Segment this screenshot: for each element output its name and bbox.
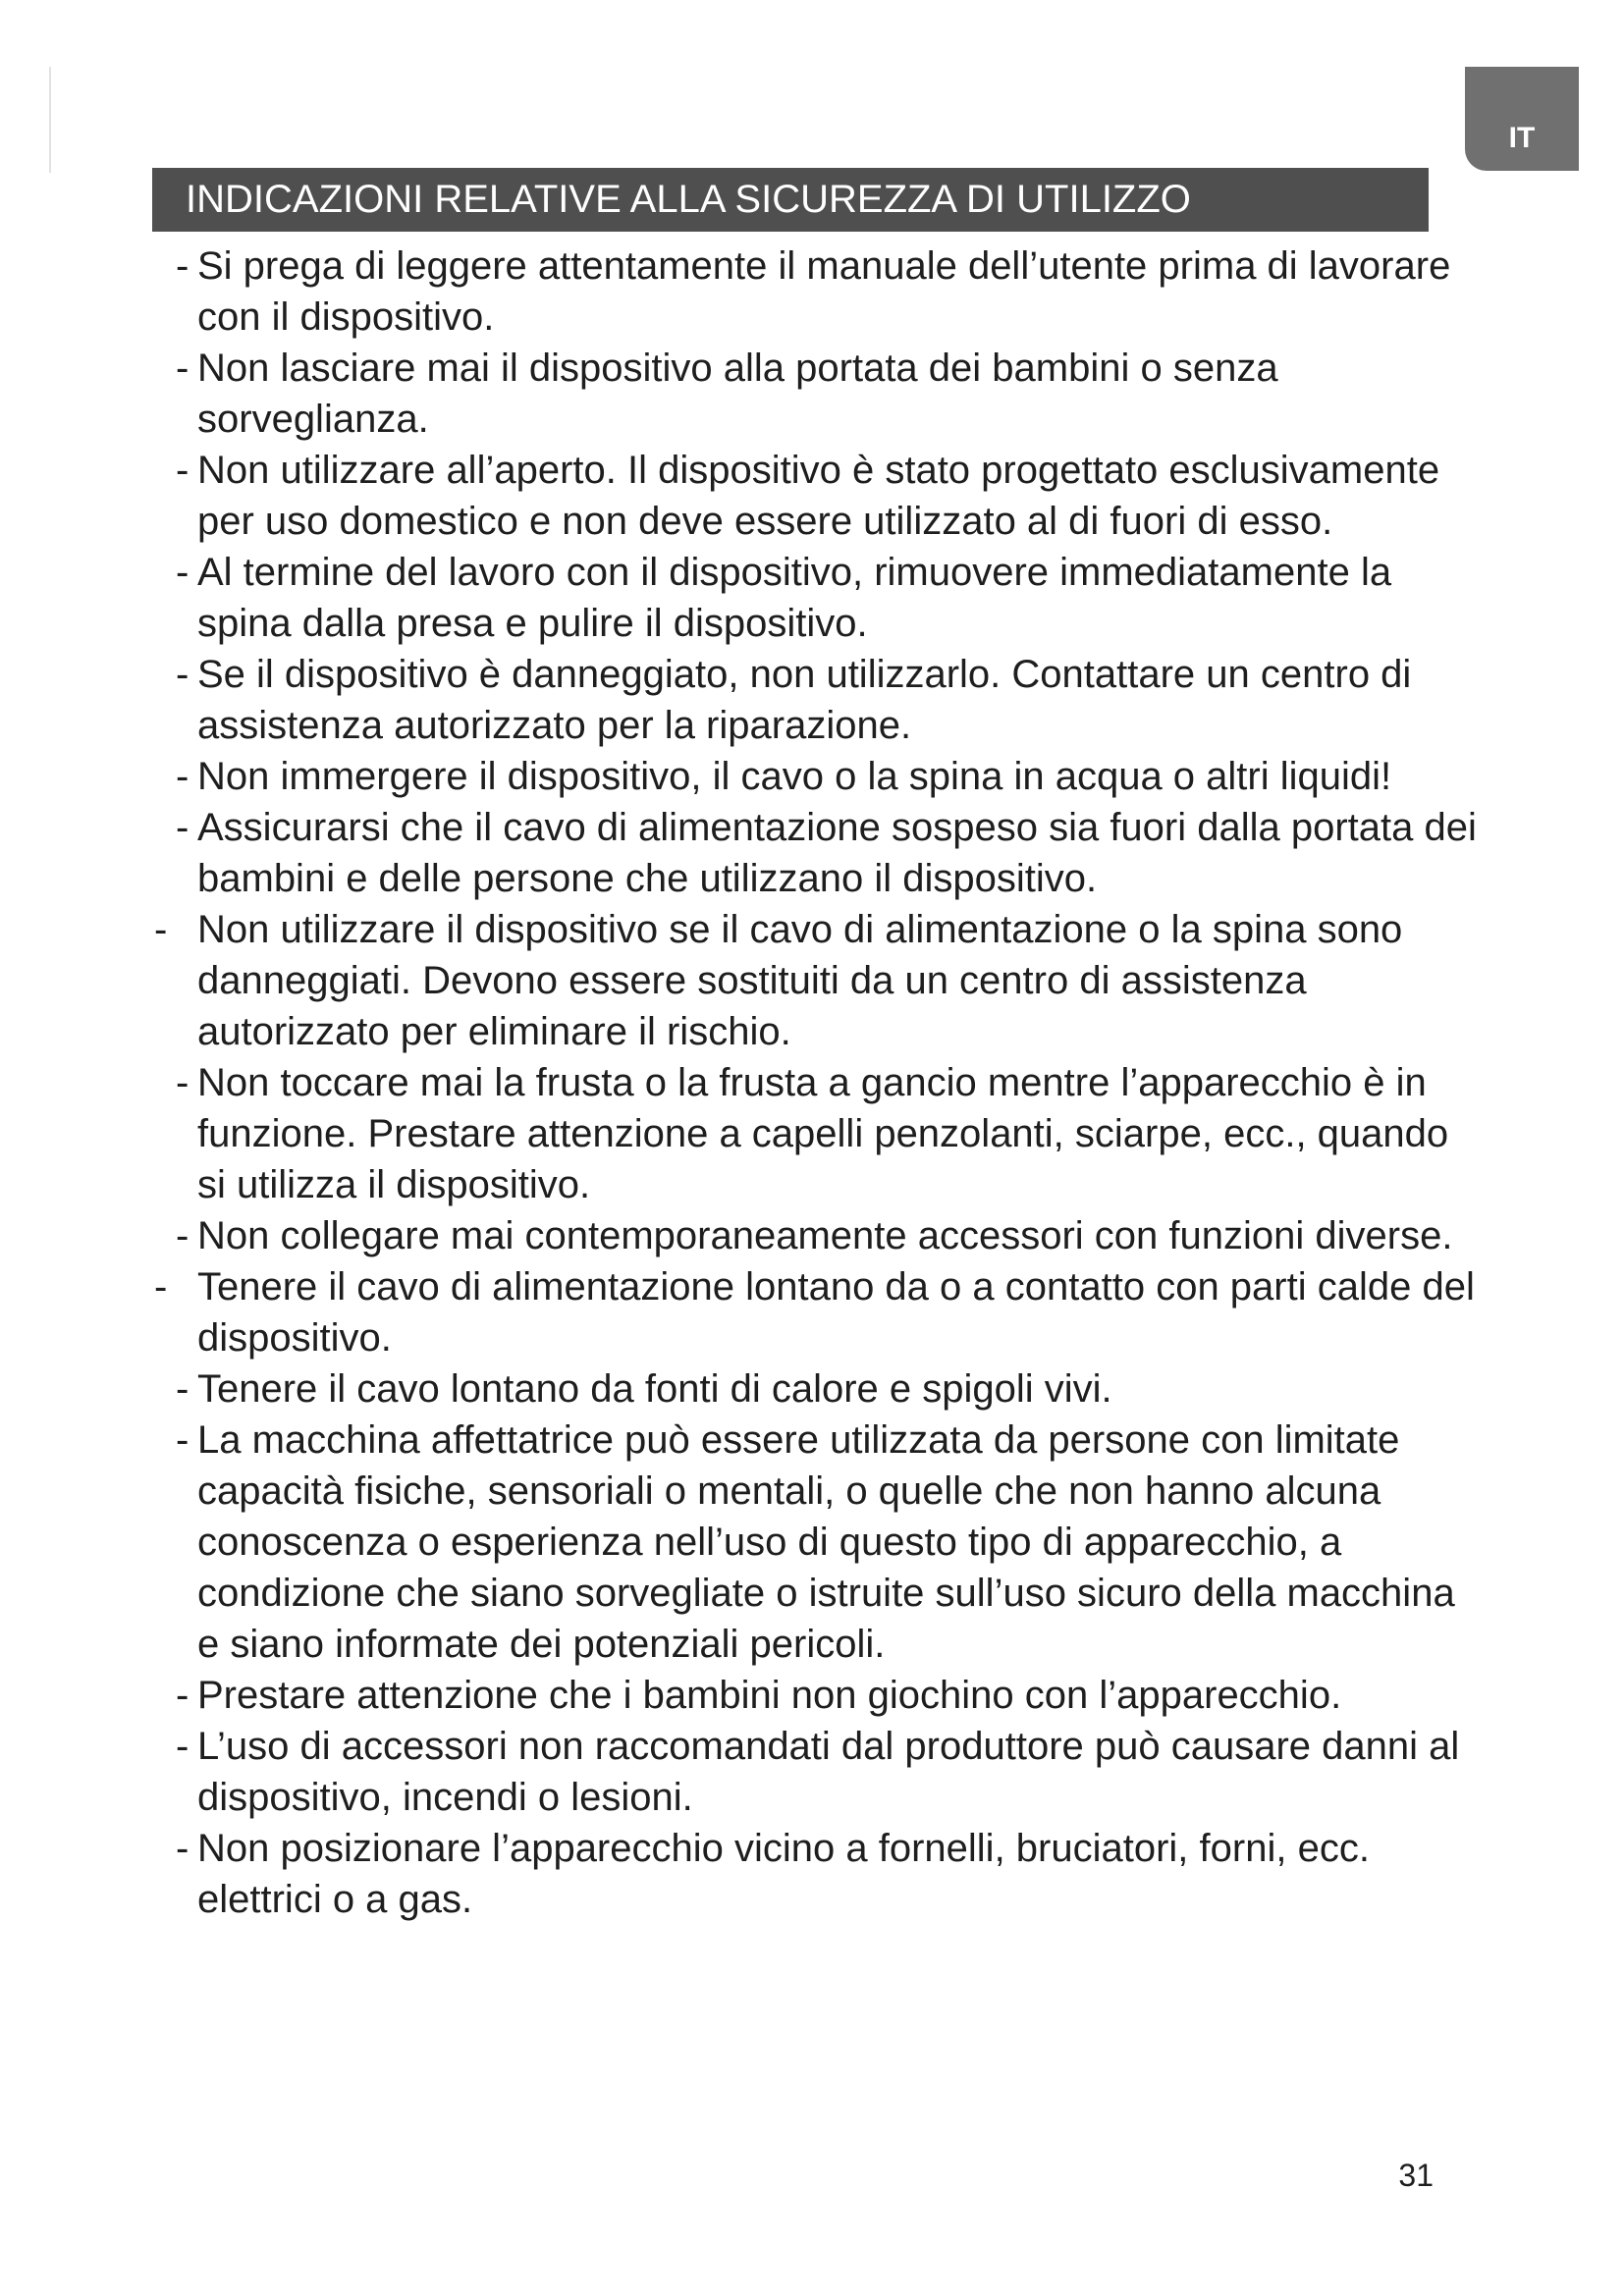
page-number: 31 bbox=[1398, 2158, 1434, 2193]
list-item bbox=[157, 1670, 1483, 1721]
list-item bbox=[157, 649, 1483, 751]
list-item-text: Al termine del lavoro con il dispositivo, rimuovere immediatamente la spina dalla presa e pulire il dispositivo. bbox=[197, 551, 1392, 645]
list-item bbox=[157, 445, 1483, 547]
bullet-dash: - bbox=[176, 1214, 189, 1257]
margin-line bbox=[49, 67, 51, 173]
list-item bbox=[157, 802, 1483, 904]
bullet-dash: - bbox=[176, 1674, 189, 1717]
bullet-dash: - bbox=[176, 653, 189, 696]
list-item-text: Non collegare mai contemporaneamente accessori con funzioni diverse. bbox=[197, 1214, 1453, 1257]
bullet-dash: - bbox=[176, 755, 189, 798]
list-item bbox=[154, 1261, 1483, 1363]
list-item bbox=[157, 1415, 1483, 1670]
list-item bbox=[157, 1057, 1483, 1210]
list-item-text: Non immergere il dispositivo, il cavo o la spina in acqua o altri liquidi! bbox=[197, 755, 1392, 798]
list-item bbox=[154, 904, 1483, 1057]
bullet-dash: - bbox=[176, 1367, 189, 1411]
section-title: INDICAZIONI RELATIVE ALLA SICUREZZA DI UTILIZZO bbox=[186, 178, 1191, 221]
list-item-text: Se il dispositivo è danneggiato, non utilizzarlo. Contattare un centro di assistenza autorizzato per la riparazione. bbox=[197, 653, 1412, 747]
list-item-text: Non toccare mai la frusta o la frusta a gancio mentre l’apparecchio è in funzione. Prestare attenzione a capelli penzolanti, sciarpe, ecc., quando si utilizza il dispositivo. bbox=[197, 1061, 1449, 1206]
list-item-text: Prestare attenzione che i bambini non giochino con l’apparecchio. bbox=[197, 1674, 1342, 1717]
list-item-text: L’uso di accessori non raccomandati dal produttore può causare danni al dispositivo, incendi o lesioni. bbox=[197, 1725, 1460, 1819]
list-item bbox=[157, 343, 1483, 445]
list-item bbox=[157, 1210, 1483, 1261]
list-item-text: La macchina affettatrice può essere utilizzata da persone con limitate capacità fisiche, sensoriali o mentali, o quelle che non hanno alcuna conoscenza o esperienza nell’uso di questo tipo di apparecchio, a condizione che siano sorvegliate o istruite sull’uso sicuro della macchina e siano informate dei potenziali pericoli. bbox=[197, 1418, 1455, 1666]
list-item bbox=[157, 751, 1483, 802]
list-item-text: Si prega di leggere attentamente il manuale dell’utente prima di lavorare con il dispositivo. bbox=[197, 244, 1451, 339]
bullet-dash: - bbox=[176, 551, 189, 594]
bullet-dash: - bbox=[154, 1265, 168, 1308]
list-item-text: Tenere il cavo di alimentazione lontano da o a contatto con parti calde del dispositivo. bbox=[197, 1265, 1475, 1360]
bullet-dash: - bbox=[176, 347, 189, 390]
bullet-dash: - bbox=[176, 449, 189, 492]
list-item-text: Assicurarsi che il cavo di alimentazione sospeso sia fuori dalla portata dei bambini e delle persone che utilizzano il dispositivo. bbox=[197, 806, 1477, 900]
bullet-dash: - bbox=[176, 1418, 189, 1462]
bullet-dash: - bbox=[154, 908, 168, 951]
language-tab-label: IT bbox=[1508, 122, 1536, 154]
list-item-text: Non utilizzare all’aperto. Il dispositivo è stato progettato esclusivamente per uso domestico e non deve essere utilizzato al di fuori di esso. bbox=[197, 449, 1440, 543]
list-item bbox=[157, 1363, 1483, 1415]
list-item-text: Non utilizzare il dispositivo se il cavo di alimentazione o la spina sono danneggiati. Devono essere sostituiti da un centro di assistenza autorizzato per eliminare il rischio. bbox=[197, 908, 1403, 1053]
list-item bbox=[157, 240, 1483, 343]
list-item-text: Tenere il cavo lontano da fonti di calore e spigoli vivi. bbox=[197, 1367, 1112, 1411]
section-header bbox=[152, 168, 1429, 232]
bullet-dash: - bbox=[176, 1061, 189, 1104]
bullet-dash: - bbox=[176, 1827, 189, 1870]
language-tab bbox=[1465, 67, 1579, 171]
list-item bbox=[157, 1721, 1483, 1823]
bullet-dash: - bbox=[176, 1725, 189, 1768]
list-item bbox=[157, 1823, 1483, 1925]
bullet-dash: - bbox=[176, 806, 189, 849]
bullet-dash: - bbox=[176, 244, 189, 288]
safety-list bbox=[154, 240, 1483, 1925]
list-item bbox=[157, 547, 1483, 649]
list-item-text: Non posizionare l’apparecchio vicino a fornelli, bruciatori, forni, ecc. elettrici o a gas. bbox=[197, 1827, 1370, 1921]
list-item-text: Non lasciare mai il dispositivo alla portata dei bambini o senza sorveglianza. bbox=[197, 347, 1278, 441]
